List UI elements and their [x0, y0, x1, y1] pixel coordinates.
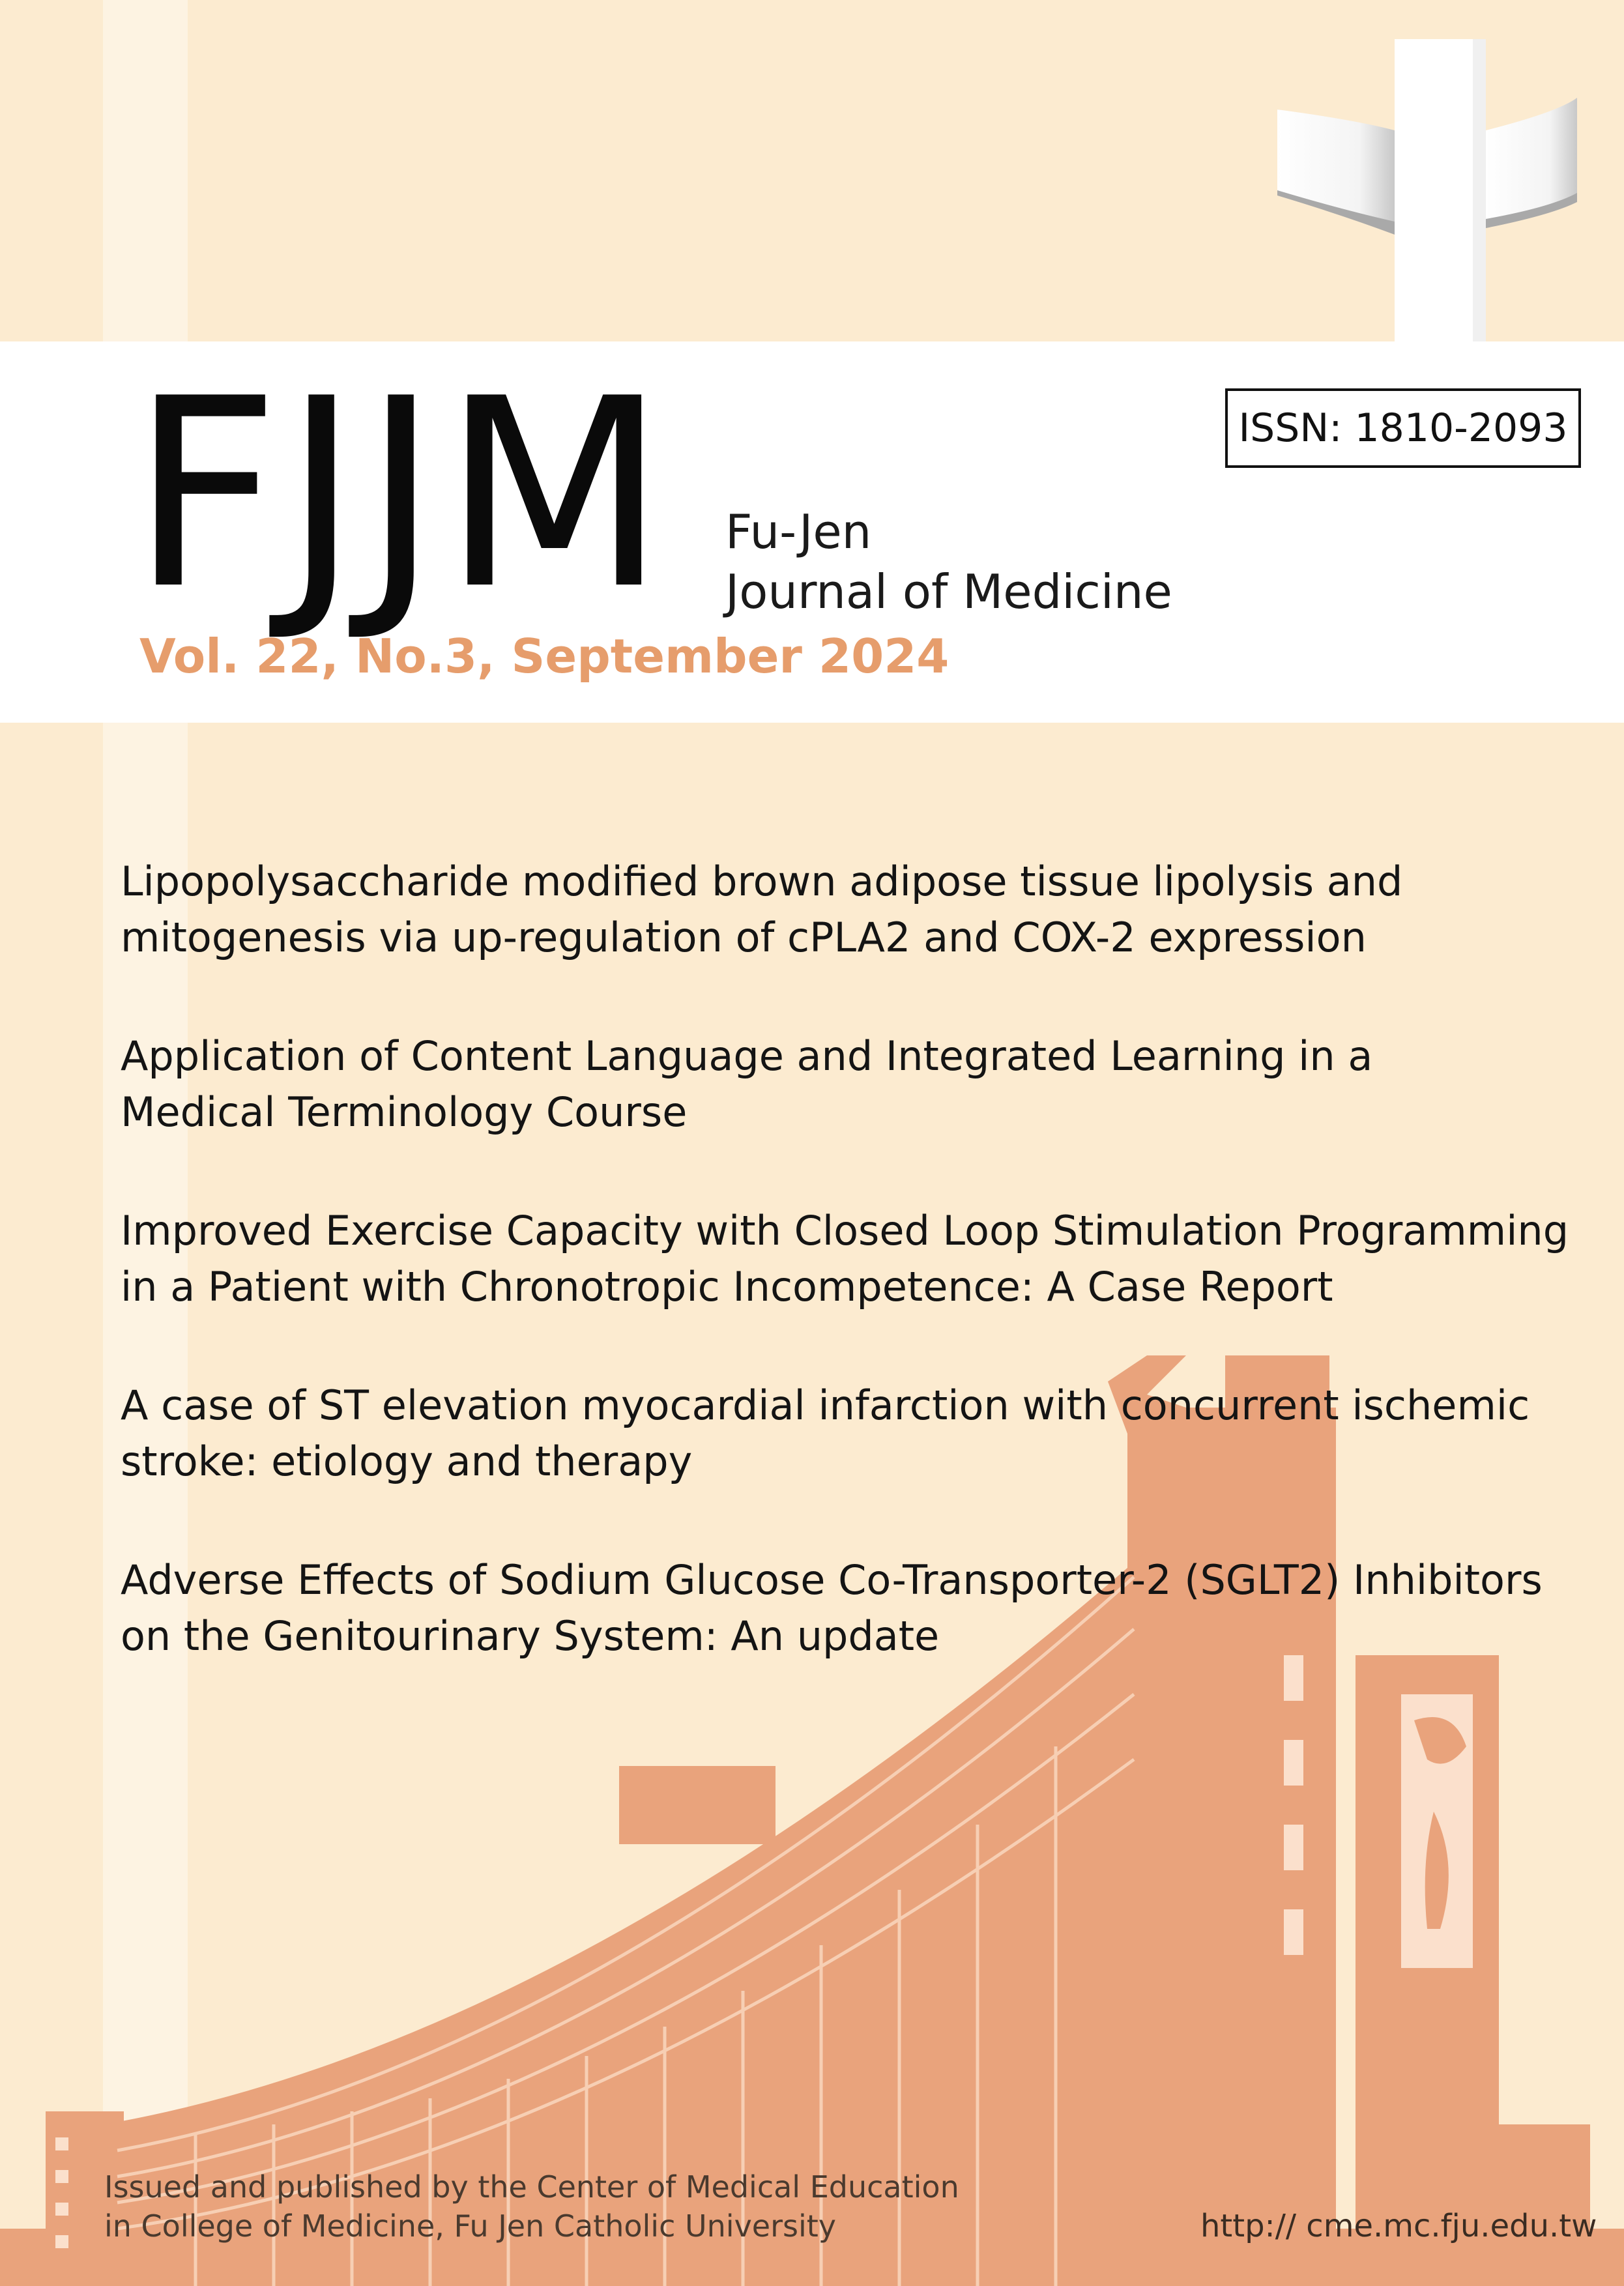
journal-logo: FJJM — [130, 343, 670, 646]
website-url[interactable]: http:// cme.mc.fju.edu.tw — [1200, 2208, 1597, 2244]
article-title — [121, 1028, 1593, 1140]
publisher-line: in College of Medicine, Fu Jen Catholic University — [104, 2208, 837, 2244]
article-title-line: stroke: etiology and therapy — [121, 1438, 693, 1485]
article-title — [121, 1203, 1593, 1315]
article-title — [121, 1378, 1593, 1490]
publisher-note — [104, 2167, 959, 2246]
cross-icon — [1277, 39, 1624, 352]
article-list — [121, 854, 1593, 1727]
article-title-line: A case of ST elevation myocardial infarction with concurrent ischemic — [121, 1382, 1530, 1429]
article-title-line: on the Genitourinary System: An update — [121, 1612, 940, 1660]
article-title — [121, 1552, 1593, 1664]
volume-issue: Vol. 22, No.3, September 2024 — [139, 629, 950, 684]
article-title — [121, 854, 1593, 966]
article-title-line: mitogenesis via up-regulation of cPLA2 and COX-2 expression — [121, 914, 1367, 961]
publisher-line: Issued and published by the Center of Medical Education — [104, 2169, 959, 2205]
article-title-line: in a Patient with Chronotropic Incompetence: A Case Report — [121, 1263, 1333, 1310]
article-title-line: Adverse Effects of Sodium Glucose Co-Transporter-2 (SGLT2) Inhibitors — [121, 1556, 1543, 1604]
journal-name-line1: Fu-Jen — [725, 504, 872, 559]
issn-badge: ISSN: 1810-2093 — [1225, 388, 1581, 468]
journal-name-line2: Journal of Medicine — [725, 564, 1172, 619]
journal-name — [725, 502, 1172, 622]
article-title-line: Improved Exercise Capacity with Closed Loop Stimulation Programming — [121, 1207, 1569, 1254]
article-title-line: Medical Terminology Course — [121, 1088, 688, 1136]
article-title-line: Lipopolysaccharide modified brown adipose tissue lipolysis and — [121, 858, 1403, 905]
article-title-line: Application of Content Language and Integrated Learning in a — [121, 1032, 1373, 1080]
